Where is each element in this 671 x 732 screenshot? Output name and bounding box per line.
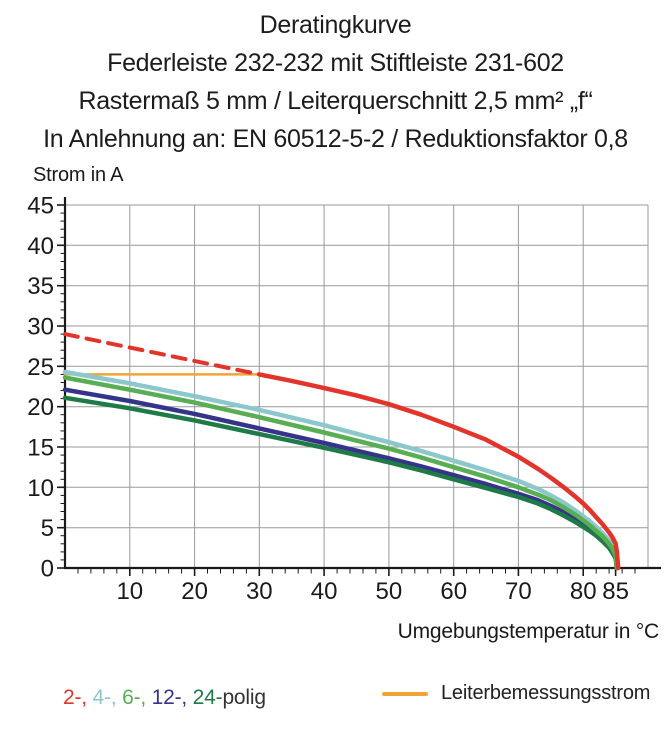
x-tick-label: 30 xyxy=(245,578,273,605)
legend-2polig: 2-, xyxy=(63,686,87,709)
x-tick-label: 40 xyxy=(310,578,338,605)
x-tick-label: 20 xyxy=(181,578,208,605)
y-tick-label: 10 xyxy=(27,474,54,502)
x-axis-title: Umgebungstemperatur in °C xyxy=(397,620,659,643)
y-tick-label: 0 xyxy=(40,555,54,583)
y-tick-label: 5 xyxy=(40,515,54,543)
chart-title-line-2: Federleiste 232-232 mit Stiftleiste 231-602 xyxy=(107,49,564,77)
legend-pole-counts xyxy=(63,686,266,710)
legend-6polig: 6-, xyxy=(116,686,147,709)
y-tick-label: 15 xyxy=(27,434,54,462)
y-axis-title: Strom in A xyxy=(33,164,124,186)
chart-area xyxy=(0,185,671,617)
x-tick-label: 10 xyxy=(116,578,144,605)
y-tick-label: 30 xyxy=(27,313,54,341)
curve-12-polig xyxy=(65,390,617,568)
x-tick-label: 85 xyxy=(602,578,629,605)
curve-2-polig-extrapolation xyxy=(65,334,259,374)
legend-rated-current xyxy=(382,682,650,705)
curve-24-polig xyxy=(65,398,617,568)
derating-plot xyxy=(0,185,671,617)
rated-current-line-swatch xyxy=(382,692,428,696)
legend-polig-suffix: polig xyxy=(222,686,266,709)
chart-title-line-4: In Anlehnung an: EN 60512-5-2 / Reduktionsfaktor 0,8 xyxy=(43,125,628,153)
y-tick-label: 40 xyxy=(27,232,54,260)
y-tick-label: 45 xyxy=(27,192,54,220)
x-tick-label: 70 xyxy=(505,578,532,605)
curve-4-polig xyxy=(65,372,617,568)
x-tick-label: 60 xyxy=(440,578,468,605)
legend-12polig: 12-, xyxy=(146,686,188,709)
chart-title-line-1: Deratingkurve xyxy=(259,11,412,39)
legend-24polig: 24- xyxy=(187,686,223,709)
x-tick-label: 80 xyxy=(569,578,597,605)
y-tick-label: 20 xyxy=(27,394,54,422)
legend-4polig: 4-, xyxy=(86,686,117,709)
chart-title-line-3: Rastermaß 5 mm / Leiterquerschnitt 2,5 mm² „f“ xyxy=(78,87,593,115)
rated-current-label: Leiterbemessungsstrom xyxy=(441,682,651,704)
y-tick-label: 25 xyxy=(27,353,54,381)
y-tick-label: 35 xyxy=(27,273,54,301)
chart-title-block xyxy=(0,6,671,158)
x-tick-label: 50 xyxy=(375,578,403,605)
